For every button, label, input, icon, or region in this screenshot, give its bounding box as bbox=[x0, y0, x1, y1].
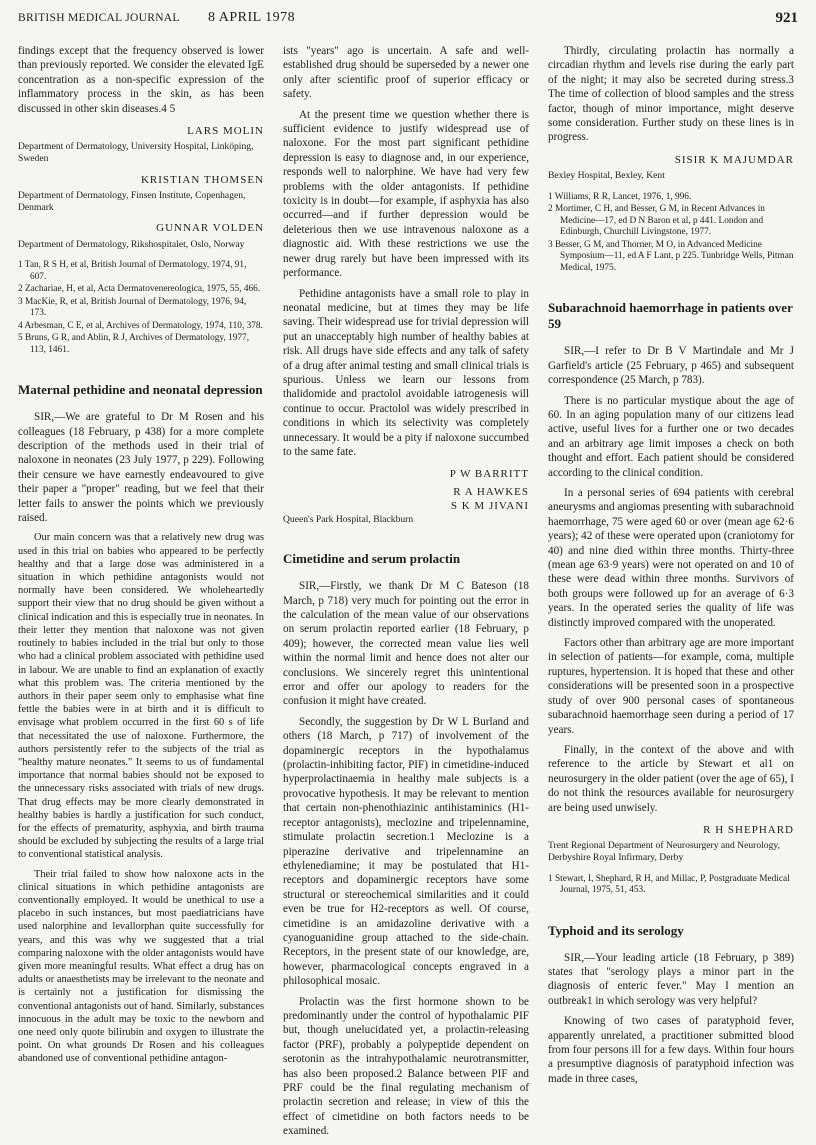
signature: LARS MOLIN bbox=[187, 125, 264, 138]
paragraph: Our main concern was that a relatively new drug was used in this trial on babies who appeared to be perfectly healthy and that a large dose was administered in a situation in which pethidine antagonists would not normally have been considered. We wholeheartedly support their view that no drug should be given without a clinical indication and this is especially true in neonates. In their letter they mention that naloxone was not given routinely to babies included in the trial but only to those who had a clinical problem associated with pethidine used in labour. We are unable to find an explanation of exactly what this problem was. The criteria mentioned by the authors in their paper seem only to emphasise what fine fettle the babies were in at birth and it is difficult to envisage what problem occurred in the first 60 s of life that necessitated the use of naloxone. Furthermore, the authors persistently refer to the subjects of the trial as "healthy mature neonates." It seems to us of fundamental importance that normal babies should not be exposed to the unnecessary risks associated with trials of new drugs. That drug effects may be more clearly demonstrated in healthy babies is hardly a justification for such conduct, for the effects of prematurity, asphyxia, and birth trauma should be excluded by subjecting the results of a large trial to conventional statistical analysis. bbox=[18, 532, 264, 861]
reference-item: 1 Tan, R S H, et al, British Journal of Dermatology, 1974, 91, 607. bbox=[18, 260, 247, 282]
signature: GUNNAR VOLDEN bbox=[156, 222, 264, 235]
letter-title: Typhoid and its serology bbox=[548, 922, 684, 938]
reference-item: 3 Besser, G M, and Thorner, M O, in Advanced Medicine Symposium—11, ed A F Lant, p 225. Tunbridge Wells, Pitman Medical, 1975. bbox=[548, 239, 794, 273]
reference-list bbox=[548, 874, 794, 897]
paragraph: SIR,—Firstly, we thank Dr M C Bateson (18 March, p 718) very much for pointing out the error in the calculation of the mean value of our observations on serum prolactin reported earlier (18 February, p 409); however, the corrected mean value lies well within the normal limit and hence does not alter our conclusions. We sincerely regret this unintentional error and offer our apology to readers for the confusion it might have created. bbox=[283, 580, 529, 708]
reference-list bbox=[548, 192, 794, 275]
paragraph: In a personal series of 694 patients with cerebral aneurysms and angiomas presenting with subarachnoid haemorrhage, 75 were aged 60 or over (mean age 62·6 years); 42 of these were operated upon (craniotomy for 40) and nine died within three months. Thirty-three (mean age 63·9 years) were not operated on and 10 of these were dead within three months. Survivors of both groups were followed up for an average of 6·3 years. In the operated series the quality of life was distinctly improved compared with the unoperated. bbox=[548, 487, 794, 629]
journal-name: BRITISH MEDICAL JOURNAL bbox=[18, 12, 180, 24]
paragraph: SIR,—Your leading article (18 February, p 389) states that "serology plays a minor part in the diagnosis of enteric fever." May I mention an outbreak1 in which serology was very helpful? bbox=[548, 951, 794, 1007]
issue-date: 8 APRIL 1978 bbox=[208, 10, 296, 25]
paragraph: Their trial failed to show how naloxone acts in the clinical situations in which pethidine antagonists are conventionally employed. It would be unethical to use a placebo in such instances, but most paediatricians have used nalorphine and levallorphan quite successfully for years, and this was why we suggested that a trial comparing naloxone with the older antagonists would have given more meaningful results. What effect a drug has on adults or anaesthetists may be irrelevant to the neonate and is certainly not a justification for dismissing the conventional antagonists out of hand. Similarly, substances innocuous in the adult may be toxic to the newborn and one need only quote bilirubin and oxygen to illustrate the point. On what grounds Dr Rosen and his colleagues abandoned use of conventional pethidine antagon- bbox=[18, 868, 264, 1065]
letter-title: Maternal pethidine and neonatal depression bbox=[18, 382, 263, 398]
reference-list bbox=[18, 260, 264, 356]
column-1 bbox=[18, 44, 264, 1072]
page-number: 921 bbox=[775, 10, 798, 26]
reference-item: 3 MacKie, R, et al, British Journal of Dermatology, 1976, 94, 173. bbox=[18, 296, 247, 319]
paragraph: Finally, in the context of the above and with reference to the article by Stewart et al1 on neurosurgery in the older patient (over the age of 65), I do not think the resources available for neurosurgery are being used unwisely. bbox=[548, 743, 794, 814]
paragraph: ists "years" ago is uncertain. A safe and well-established drug should be superseded by a newer one only after scientific proof of superior efficacy or safety. bbox=[283, 45, 529, 101]
paragraph: At the present time we question whether there is sufficient evidence to justify widespread use of naloxone. For the most part significant pethidine depression is easy to diagnose and, in our experience, responds well to nalorphine. We have had very few problems with the older antagonists. If pethidine toxicity is in doubt—for example, if asphyxia has also occurred—and if further depression would be deleterious then we use intravenous naloxone as a diagnostic aid. With these restrictions we use the newer drug rarely but have been impressed with its performance. bbox=[283, 108, 529, 280]
reference-item: 5 Bruns, G R, and Ablin, R J, Archives of Dermatology, 1977, 113, 1461. bbox=[18, 333, 250, 355]
column-3 bbox=[548, 44, 794, 1092]
column-2 bbox=[283, 44, 529, 1145]
signature: P W BARRITT bbox=[449, 468, 529, 481]
author-address: Bexley Hospital, Bexley, Kent bbox=[548, 170, 665, 182]
signature: S K M JIVANI bbox=[450, 500, 529, 513]
paragraph: findings except that the frequency observed is lower than previously reported. We consider the elevated IgE concentration as a non-specific expression of the inflammatory process in the skin, as has been discussed in other skin diseases.4 5 bbox=[18, 45, 264, 115]
author-address: Queen's Park Hospital, Blackburn bbox=[283, 513, 414, 525]
paragraph: Prolactin was the first hormone shown to be predominantly under the control of hypothalamic PIF but, though unelucidated yet, a prolactin-releasing factor (PRF), probably a polypeptide dependent on serotonin as the intrahypothalamic neurotransmitter, has also been proposed.2 Balance between PIF and PRF could be the final regulating mechanism of prolactin secretion and release; in view of this the effect of cimetidine on both factors needs to be examined. bbox=[283, 995, 529, 1138]
paragraph: SIR,—We are grateful to Dr M Rosen and his colleagues (18 February, p 438) for a more complete description of the methods used in their trial of naloxone in neonates (23 July 1977, p 229). Following their censure we have earnestly endeavoured to give their paper a "proper" reading, but we feel that their letter fails to answer the points which we previously raised. bbox=[18, 411, 264, 525]
reference-item: 1 Williams, R R, Lancet, 1976, 1, 996. bbox=[548, 191, 692, 202]
signature: SISIR K MAJUMDAR bbox=[674, 153, 794, 166]
paragraph: Knowing of two cases of paratyphoid fever, apparently unrelated, a practitioner submitted blood from four persons ill for a few days. Within four hours a presumptive diagnosis of paratyphoid infection was made in three cases, bbox=[548, 1015, 794, 1085]
signature: R A HAWKES bbox=[453, 485, 529, 498]
author-address: Department of Dermatology, University Hospital, Linköping, Sweden bbox=[18, 141, 254, 165]
page-header bbox=[18, 12, 798, 34]
author-address: Trent Regional Department of Neurosurgery and Neurology, Derbyshire Royal Infirmary, Derby bbox=[548, 840, 780, 863]
paragraph: Pethidine antagonists have a small role to play in neonatal medicine, but at times they may be life saving. Their widespread use for trivial depression will put an unacceptably high number of healthy babies at risk. All drugs have side effects and any talk of safety of a drug after animal testing and small clinical trials is spurious. Unless we learn our lessons from thalidomide and practolol avoidable iatrogenesis will continue to occur. Practolol was widely prescribed in conditions in which its selectivity was completely unnecessary. It would be a pity if naloxone succumbed to the same fate. bbox=[283, 287, 529, 458]
letter-title: Cimetidine and serum prolactin bbox=[283, 551, 461, 567]
reference-item: 4 Arbesman, C E, et al, Archives of Dermatology, 1974, 110, 378. bbox=[18, 320, 263, 331]
paragraph: SIR,—I refer to Dr B V Martindale and Mr J Garfield's article (25 February, p 465) and subsequent correspondence (25 March, p 783). bbox=[548, 345, 794, 387]
reference-item: 2 Zachariae, H, et al, Acta Dermatovenereologica, 1975, 55, 466. bbox=[18, 284, 261, 295]
author-address: Department of Dermatology, Finsen Institute, Copenhagen, Denmark bbox=[18, 190, 246, 213]
paragraph: Thirdly, circulating prolactin has normally a circadian rhythm and levels rise during the early part of the night; it may also be secreted during stress.3 The time of collection of blood samples and the stress factor, though of minor importance, might deserve some consideration. Further study on these lines is in progress. bbox=[548, 45, 794, 144]
reference-item: 2 Mortimer, C H, and Besser, G M, in Recent Advances in Medicine—17, ed D N Baron et al, p 441. London and Edinburgh, Churchill Livingstone, 1977. bbox=[548, 204, 765, 238]
signature: R H SHEPHARD bbox=[703, 823, 794, 836]
author-address: Department of Dermatology, Rikshospitalet, Oslo, Norway bbox=[18, 238, 245, 250]
paragraph: Factors other than arbitrary age are more important in selection of patients—for example, coma, multiple ruptures, hypertension. It is hoped that these and other considerations will be presented soon in a prospective study of over 900 personal cases of spontaneous subarachnoid haemorrhage seen during a period of 17 years. bbox=[548, 637, 794, 736]
paragraph: There is no particular mystique about the age of 60. In an aging population many of our citizens lead active, useful lives for a further one or two decades and an arbitrary age limit imposes a check on both thought and effort. Each patient should be considered according to the clinical condition. bbox=[548, 394, 794, 479]
signature: KRISTIAN THOMSEN bbox=[140, 173, 264, 186]
paragraph: Secondly, the suggestion by Dr W L Burland and others (18 March, p 717) of involvement of the dopaminergic receptors in the hypothalamus (prolactin-inhibiting factor, PIF) in cimetidine-induced hyperprolactinaemia in healthy male subjects is a provocative hypothesis. It may be relevant to mention that certain non-phenothiazinic antihistaminics (H1-receptor antagonists), meclozine and tripelennamine, stimulate prolactin secretion.1 Meclozine is a piperazine derivative and tripelennamine an ethylenediamine; it may be postulated that H1-receptors and dopaminergic receptors have some structural or stereochemical similarities and it could even be true for H2-receptors as well. Of course, cimetidine is an amidazoline derivative with a cyanoguanidine group attached to the side-chain. Receptors, in the present state of our knowledge, are, however, pharmacological concepts engraved in a philosophical mosaic. bbox=[283, 715, 529, 988]
reference-item: 1 Stewart, I, Shephard, R H, and Millac, P, Postgraduate Medical Journal, 1975, 51, 453. bbox=[548, 873, 790, 896]
letter-title: Subarachnoid haemorrhage in patients over 59 bbox=[548, 300, 793, 332]
